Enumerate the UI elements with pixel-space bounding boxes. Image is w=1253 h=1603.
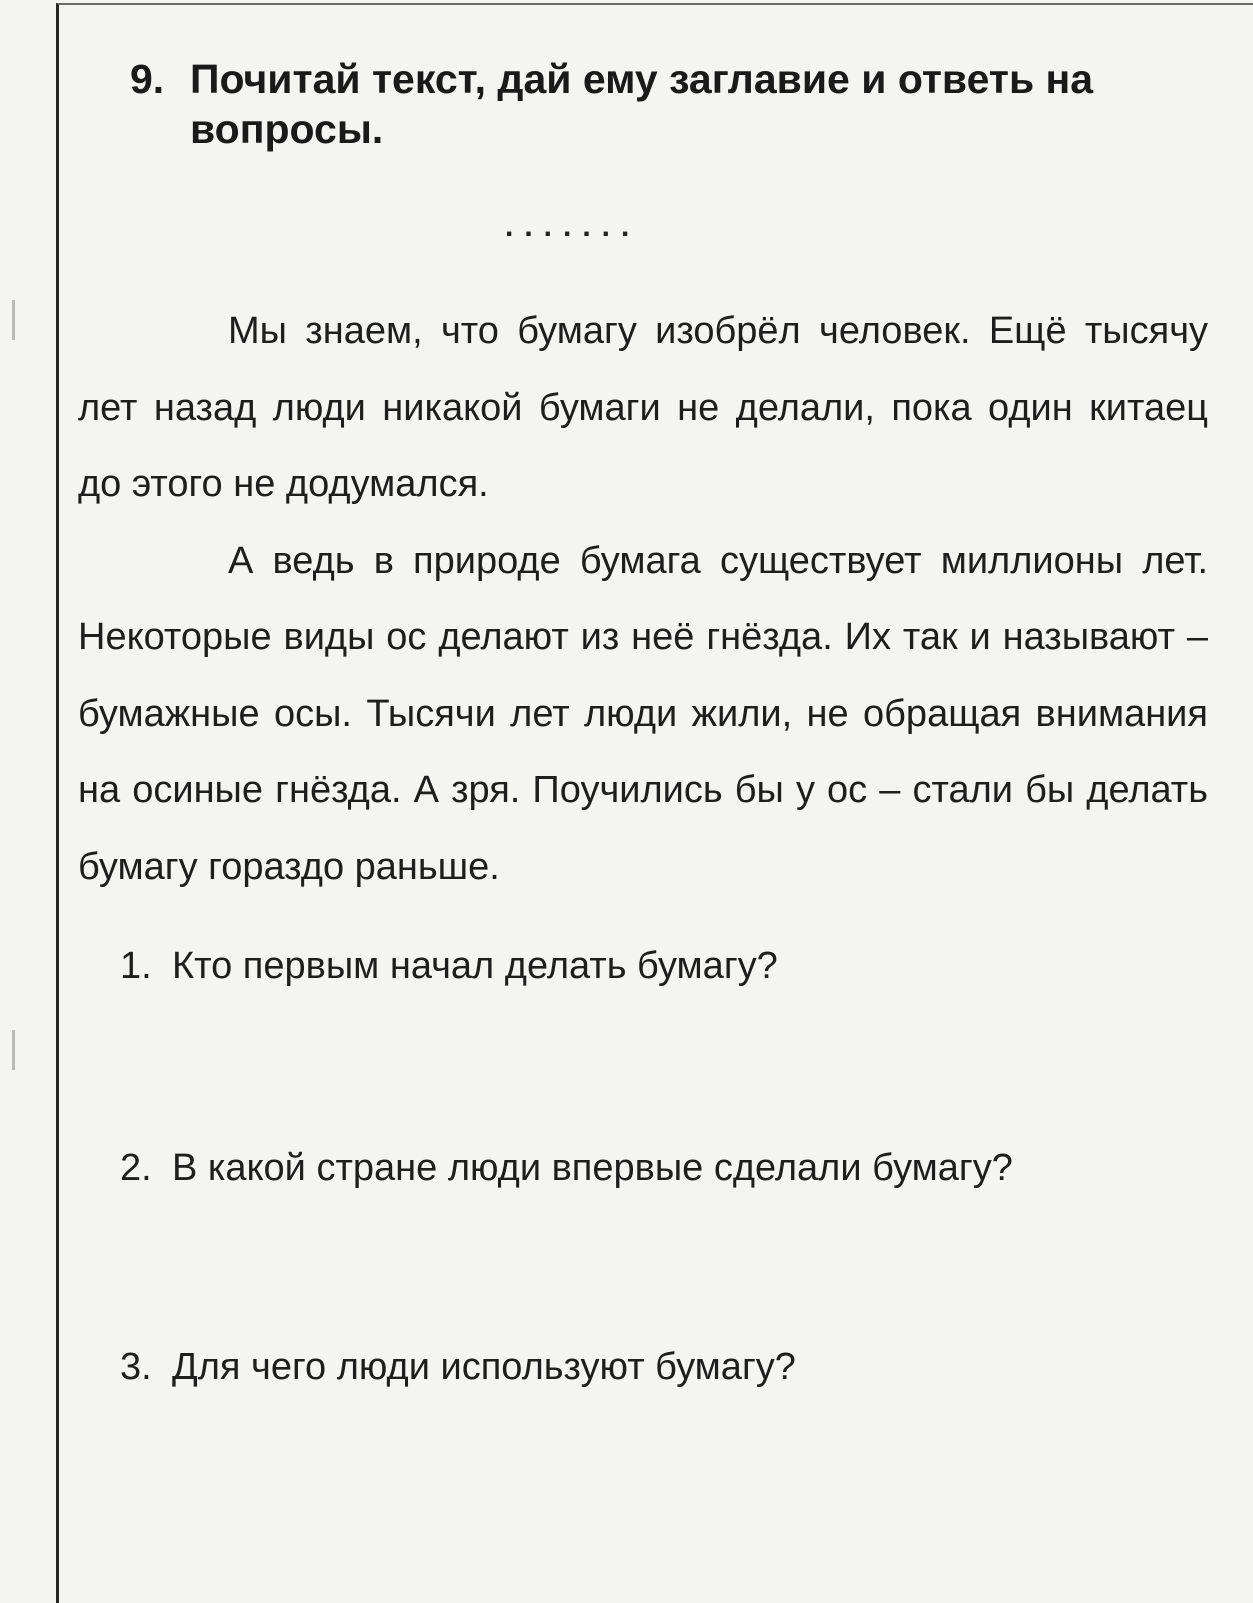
task-instruction: Почитай текст, дай ему заглавие и ответь на вопросы. — [190, 56, 1094, 152]
question-number: 3. — [120, 1346, 152, 1388]
question-2 — [120, 1144, 1013, 1192]
scan-edge-mark — [12, 1030, 15, 1070]
task-header — [130, 54, 1200, 154]
scan-edge-mark — [12, 300, 15, 340]
paragraph: Мы знаем, что бумагу изобрёл человек. Ещё тысячу лет назад люди никакой бумаги не делали, пока один китаец до этого не додумался. — [78, 310, 1208, 505]
question-text: В какой стране люди впервые сделали бумагу? — [172, 1147, 1013, 1189]
task-number: 9. — [130, 56, 165, 102]
question-number: 2. — [120, 1147, 152, 1189]
question-text: Для чего люди используют бумагу? — [172, 1346, 796, 1388]
question-text: Кто первым начал делать бумагу? — [172, 945, 778, 987]
paragraph: А ведь в природе бумага существует миллионы лет. Некоторые виды ос делают из неё гнёзда. Их так и называют – бумажные осы. Тысячи лет люди жили, не обращая внимания на осиные гнёзда. А зря. Поучились бы у ос – стали бы делать бумагу гораздо раньше. — [78, 539, 1208, 888]
question-3 — [120, 1343, 796, 1391]
reading-text — [78, 293, 1208, 905]
question-1 — [120, 942, 778, 990]
question-number: 1. — [120, 945, 152, 987]
title-placeholder: ....... — [505, 210, 641, 243]
